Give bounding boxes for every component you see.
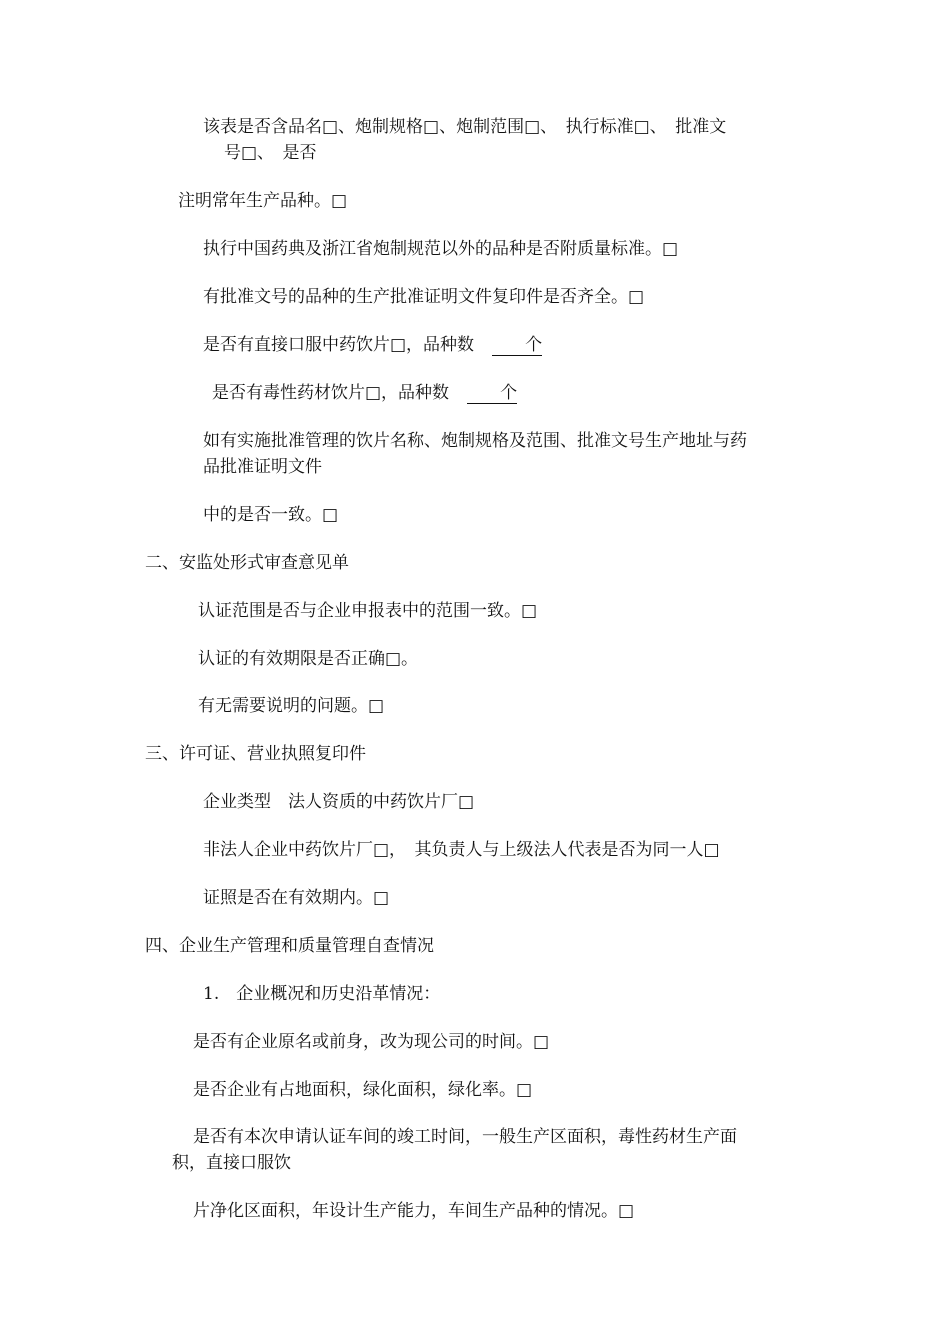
section-heading-3: 三、许可证、营业执照复印件: [145, 744, 366, 764]
checklist-line-1-cont: 号□、 是否: [224, 143, 317, 163]
toxic-pieces-question: 是否有毒性药材饮片□，品种数: [212, 383, 450, 403]
checklist-line-17-cont: 积，直接口服饮: [172, 1153, 291, 1173]
checklist-line-13: 非法人企业中药饮片厂□， 其负责人与上级法人代表是否为同一人□: [203, 840, 720, 860]
oral-pieces-question: 是否有直接口服中药饮片□，品种数: [203, 335, 475, 355]
checklist-line-1: 该表是否含品名□、炮制规格□、炮制范围□、 执行标准□、 批准文: [203, 117, 727, 137]
checklist-line-3: 执行中国药典及浙江省炮制规范以外的品种是否附质量标准。□: [203, 239, 679, 259]
subsection-heading-1: 1. 企业概况和历史沿革情况：: [203, 984, 441, 1004]
checklist-line-6: [212, 382, 517, 404]
checklist-line-16: 是否企业有占地面积，绿化面积，绿化率。□: [193, 1080, 533, 1100]
checklist-line-10: 认证的有效期限是否正确□。: [198, 649, 419, 669]
checklist-line-7: 如有实施批准管理的饮片名称、炮制规格及范围、批准文号生产地址与药: [203, 431, 747, 451]
checklist-line-5: [203, 334, 542, 356]
checklist-line-8: 中的是否一致。□: [203, 505, 339, 525]
checklist-line-7-cont: 品批准证明文件: [203, 457, 322, 477]
checklist-line-11: 有无需要说明的问题。□: [198, 696, 385, 716]
checklist-line-14: 证照是否在有效期内。□: [203, 888, 390, 908]
checklist-line-17: 是否有本次申请认证车间的竣工时间，一般生产区面积，毒性药材生产面: [193, 1127, 737, 1147]
checklist-line-9: 认证范围是否与企业申报表中的范围一致。□: [198, 601, 538, 621]
checklist-line-4: 有批准文号的品种的生产批准证明文件复印件是否齐全。□: [203, 287, 645, 307]
checklist-line-18: 片净化区面积，年设计生产能力，车间生产品种的情况。□: [193, 1201, 635, 1221]
oral-variety-count-blank: 个: [492, 335, 542, 356]
toxic-variety-count-blank: 个: [467, 383, 517, 404]
section-heading-2: 二、安监处形式审查意见单: [145, 553, 349, 573]
checklist-line-15: 是否有企业原名或前身，改为现公司的时间。□: [193, 1032, 550, 1052]
section-heading-4: 四、企业生产管理和质量管理自查情况: [145, 936, 434, 956]
checklist-line-2: 注明常年生产品种。□: [178, 191, 348, 211]
checklist-line-12: 企业类型 法人资质的中药饮片厂□: [203, 792, 475, 812]
